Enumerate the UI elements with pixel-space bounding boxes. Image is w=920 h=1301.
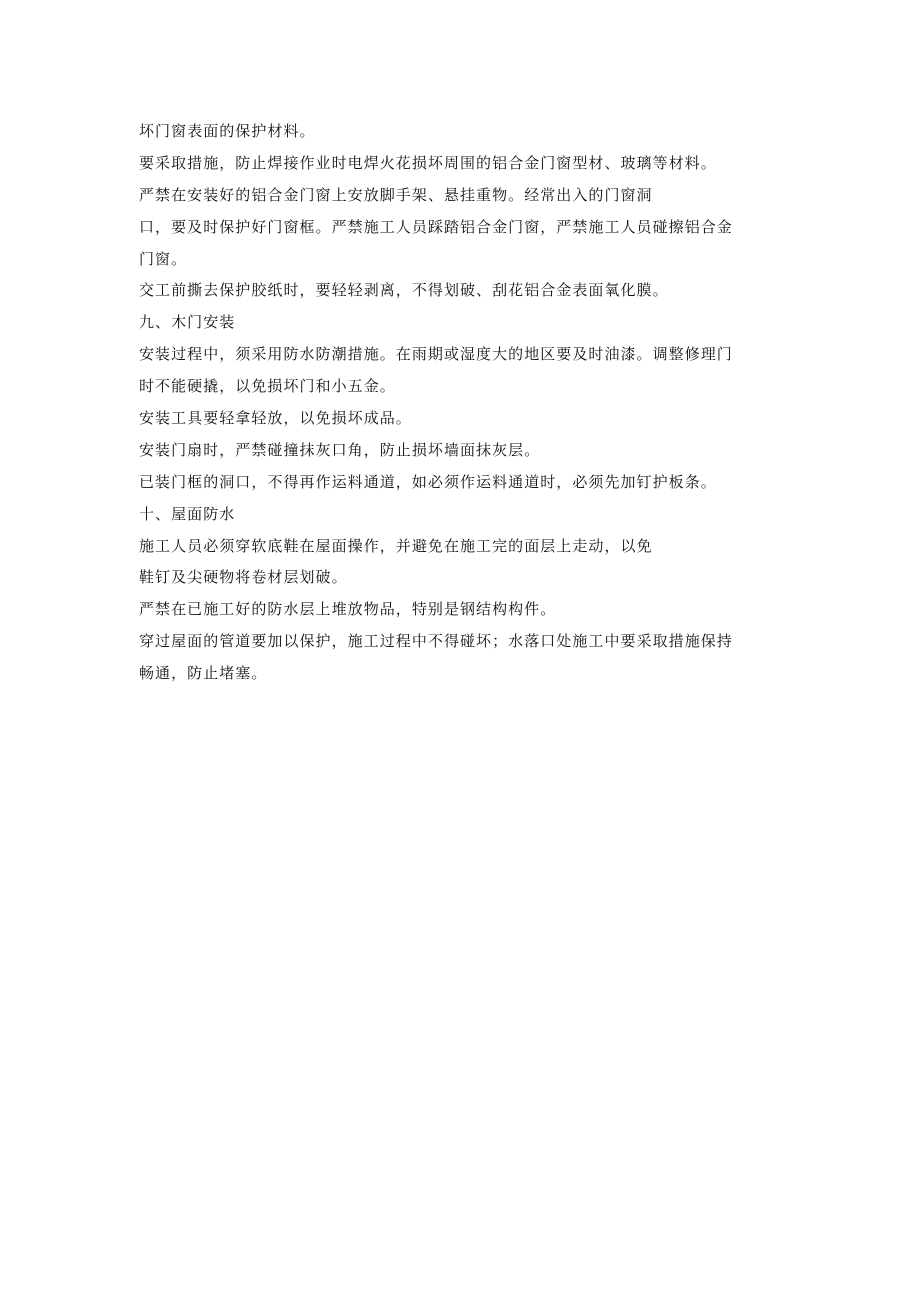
paragraph-line: 安装门扇时，严禁碰撞抹灰口角，防止损坏墙面抹灰层。: [139, 440, 541, 459]
section-heading: 九、木门安装: [139, 313, 236, 332]
paragraph-line: 要采取措施，防止焊接作业时电焊火花损坏周围的铝合金门窗型材、玻璃等材料。: [139, 153, 717, 172]
paragraph-line: 鞋钉及尖硬物将卷材层划破。: [139, 568, 348, 587]
paragraph-line: 交工前撕去保护胶纸时，要轻轻剥离，不得划破、刮花铝合金表面氧化膜。: [139, 281, 669, 300]
paragraph-line: 畅通，防止堵塞。: [139, 664, 268, 683]
paragraph-line: 已装门框的洞口，不得再作运料通道，如必须作运料通道时，必须先加钉护板条。: [139, 472, 717, 491]
paragraph-line: 门窗。: [139, 249, 188, 268]
section-heading: 十、屋面防水: [139, 504, 236, 523]
paragraph-line: 安装工具要轻拿轻放，以免损坏成品。: [139, 409, 412, 428]
paragraph-line: 时不能硬撬，以免损坏门和小五金。: [139, 377, 396, 396]
paragraph-line: 坏门窗表面的保护材料。: [139, 122, 316, 140]
paragraph-line: 严禁在安装好的铝合金门窗上安放脚手架、悬挂重物。经常出入的门窗洞: [139, 185, 653, 204]
paragraph-line: 穿过屋面的管道要加以保护，施工过程中不得碰坏；水落口处施工中要采取措施保持: [139, 632, 733, 651]
document-body: [139, 119, 779, 693]
paragraph-line: 严禁在已施工好的防水层上堆放物品，特别是钢结构构件。: [139, 600, 557, 619]
paragraph-line: 施工人员必须穿软底鞋在屋面操作，并避免在施工完的面层上走动，以免: [139, 536, 653, 555]
paragraph-line: 安装过程中，须采用防水防潮措施。在雨期或湿度大的地区要及时油漆。调整修理门: [139, 345, 733, 364]
paragraph-line: 口，要及时保护好门窗框。严禁施工人员踩踏铝合金门窗，严禁施工人员碰擦铝合金: [139, 217, 733, 236]
